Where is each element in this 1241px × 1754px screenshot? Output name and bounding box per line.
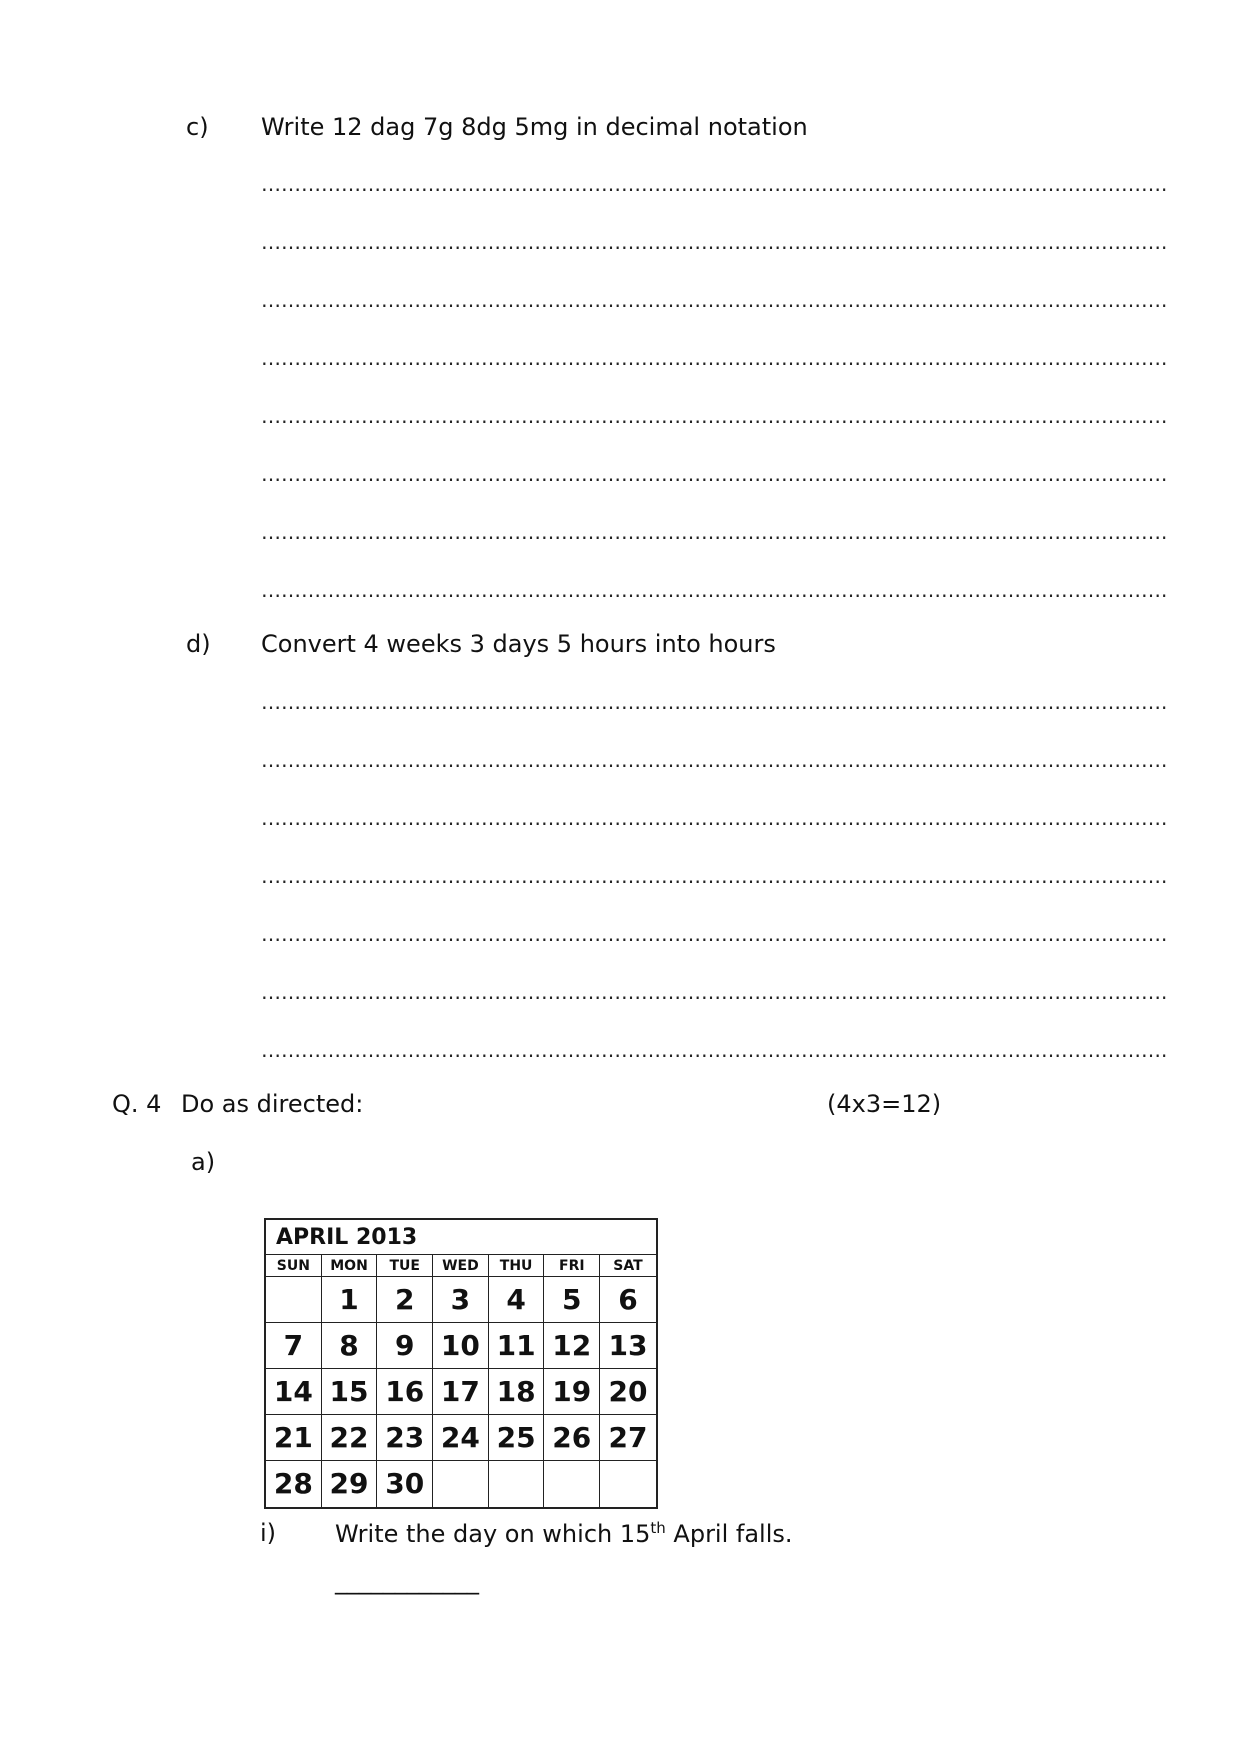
calendar-date-cell: 16 — [377, 1369, 433, 1415]
answer-line[interactable]: ………………………………………………………………………………………………………………………. — [261, 748, 1168, 772]
day-name: FRI — [544, 1255, 600, 1277]
day-name: TUE — [377, 1255, 433, 1277]
calendar-date-cell: 26 — [544, 1415, 600, 1461]
answer-line[interactable]: ………………………………………………………………………………………………………………………. — [261, 520, 1168, 544]
calendar-date-cell: 17 — [433, 1369, 489, 1415]
day-name: THU — [489, 1255, 545, 1277]
calendar-date-cell: 30 — [377, 1461, 433, 1507]
answer-line[interactable]: ………………………………………………………………………………………………………………………. — [261, 690, 1168, 714]
q4-marks: (4x3=12) — [827, 1090, 942, 1118]
calendar-date-cell: 7 — [266, 1323, 322, 1369]
answer-line[interactable]: ………………………………………………………………………………………………………………………. — [261, 346, 1168, 370]
answer-line[interactable]: ………………………………………………………………………………………………………………………. — [261, 172, 1168, 196]
calendar-date-cell — [489, 1461, 545, 1507]
calendar-date-cell: 19 — [544, 1369, 600, 1415]
day-name: SAT — [600, 1255, 656, 1277]
answer-line[interactable]: ………………………………………………………………………………………………………………………. — [261, 980, 1168, 1004]
calendar-week-row — [266, 1323, 656, 1369]
calendar-date-cell: 20 — [600, 1369, 656, 1415]
calendar-date-cell: 10 — [433, 1323, 489, 1369]
q4-instruction: Do as directed: — [181, 1090, 364, 1118]
question-i-superscript: th — [650, 1519, 666, 1537]
answer-line[interactable]: ………………………………………………………………………………………………………………………. — [261, 288, 1168, 312]
calendar-week-row — [266, 1277, 656, 1323]
calendar-date-cell: 15 — [322, 1369, 378, 1415]
day-name: MON — [322, 1255, 378, 1277]
calendar-date-cell: 8 — [322, 1323, 378, 1369]
calendar-date-cell — [544, 1461, 600, 1507]
q4-sub-label: a) — [191, 1148, 216, 1176]
answer-line[interactable]: ………………………………………………………………………………………………………………………. — [261, 578, 1168, 602]
part-c-question: Write 12 dag 7g 8dg 5mg in decimal notation — [261, 113, 808, 141]
calendar-date-cell: 11 — [489, 1323, 545, 1369]
q4-label: Q. 4 — [112, 1090, 162, 1118]
calendar-date-cell: 9 — [377, 1323, 433, 1369]
calendar-day-header — [266, 1255, 656, 1277]
part-d-label: d) — [186, 630, 211, 658]
calendar-date-cell: 2 — [377, 1277, 433, 1323]
calendar-title: APRIL 2013 — [266, 1220, 656, 1255]
calendar-date-cell: 28 — [266, 1461, 322, 1507]
calendar-date-cell: 23 — [377, 1415, 433, 1461]
answer-line[interactable]: ………………………………………………………………………………………………………………………. — [261, 230, 1168, 254]
answer-line[interactable]: ………………………………………………………………………………………………………………………. — [261, 404, 1168, 428]
question-i-text — [335, 1519, 793, 1548]
answer-line[interactable]: ………………………………………………………………………………………………………………………. — [261, 1038, 1168, 1062]
day-name: WED — [433, 1255, 489, 1277]
question-i-text-before: Write the day on which 15 — [335, 1520, 651, 1548]
calendar-date-cell: 5 — [544, 1277, 600, 1323]
day-name: SUN — [266, 1255, 322, 1277]
calendar-date-cell: 4 — [489, 1277, 545, 1323]
calendar-date-cell — [433, 1461, 489, 1507]
calendar-date-cell: 29 — [322, 1461, 378, 1507]
calendar-date-cell: 22 — [322, 1415, 378, 1461]
calendar-week-row — [266, 1461, 656, 1507]
question-i-text-after: April falls. — [665, 1520, 793, 1548]
answer-blank[interactable]: ____________ — [335, 1567, 479, 1595]
part-c-label: c) — [186, 113, 209, 141]
calendar-date-cell — [266, 1277, 322, 1323]
calendar-date-cell: 18 — [489, 1369, 545, 1415]
calendar-date-cell: 24 — [433, 1415, 489, 1461]
calendar-date-cell: 3 — [433, 1277, 489, 1323]
calendar-date-cell: 13 — [600, 1323, 656, 1369]
calendar-date-cell: 1 — [322, 1277, 378, 1323]
calendar-week-row — [266, 1369, 656, 1415]
answer-line[interactable]: ………………………………………………………………………………………………………………………. — [261, 922, 1168, 946]
calendar-date-cell: 6 — [600, 1277, 656, 1323]
answer-line[interactable]: ………………………………………………………………………………………………………………………. — [261, 864, 1168, 888]
calendar — [264, 1218, 658, 1509]
calendar-date-cell: 14 — [266, 1369, 322, 1415]
answer-line[interactable]: ………………………………………………………………………………………………………………………. — [261, 462, 1168, 486]
question-i-label: i) — [260, 1519, 277, 1547]
part-d-question: Convert 4 weeks 3 days 5 hours into hours — [261, 630, 776, 658]
calendar-date-cell: 21 — [266, 1415, 322, 1461]
calendar-date-cell — [600, 1461, 656, 1507]
calendar-week-row — [266, 1415, 656, 1461]
answer-line[interactable]: ………………………………………………………………………………………………………………………. — [261, 806, 1168, 830]
calendar-date-cell: 12 — [544, 1323, 600, 1369]
calendar-date-cell: 27 — [600, 1415, 656, 1461]
calendar-date-cell: 25 — [489, 1415, 545, 1461]
